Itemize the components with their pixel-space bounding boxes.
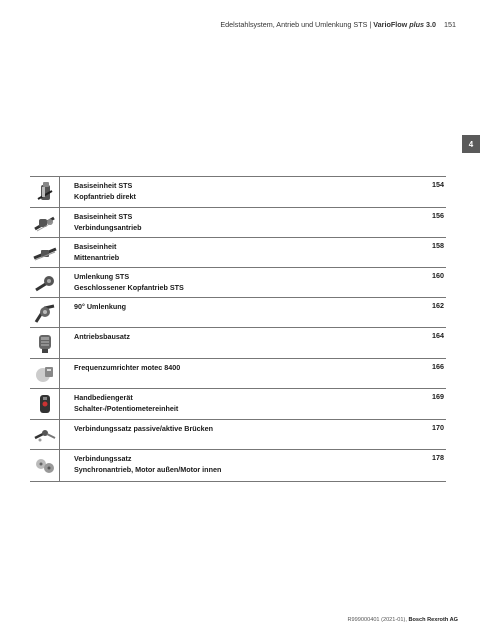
- toc-row[interactable]: [30, 176, 446, 207]
- toc-title: Verbindungssatz: [74, 454, 132, 463]
- toc-title: Antriebsbausatz: [74, 332, 130, 341]
- toc-row[interactable]: [30, 358, 446, 388]
- toc-thumbnail: [30, 359, 60, 388]
- toc-title: Handbediengerät: [74, 393, 133, 402]
- table-of-contents: [30, 176, 446, 482]
- toc-subtitle: Verbindungsantrieb: [74, 223, 142, 232]
- toc-page-number: 169: [432, 392, 444, 401]
- toc-page-number: 156: [432, 211, 444, 220]
- toc-title: Frequenzumrichter motec 8400: [74, 363, 181, 372]
- bridge-kit-icon: [32, 422, 58, 448]
- toc-page-number: 162: [432, 301, 444, 310]
- toc-page-number: 158: [432, 241, 444, 250]
- toc-title: Verbindungssatz passive/aktive Brücken: [74, 424, 214, 433]
- toc-thumbnail: [30, 177, 60, 207]
- toc-title: Basiseinheit: [74, 242, 117, 251]
- toc-subtitle: Synchronantrieb, Motor außen/Motor innen: [74, 465, 222, 474]
- toc-thumbnail: [30, 298, 60, 327]
- toc-subtitle: Mittenantrieb: [74, 253, 120, 262]
- center-drive-icon: [32, 240, 58, 266]
- toc-thumbnail: [30, 328, 60, 358]
- header-page-number: 151: [444, 20, 456, 29]
- wheel-bend-icon: [32, 300, 58, 326]
- hand-control-icon: [32, 391, 58, 417]
- page-footer: [348, 617, 459, 623]
- toc-row[interactable]: [30, 297, 446, 327]
- motor-kit-icon: [32, 330, 58, 356]
- toc-subtitle: Geschlossener Kopfantrieb STS: [74, 283, 184, 292]
- toc-thumbnail: [30, 450, 60, 481]
- toc-thumbnail: [30, 208, 60, 237]
- toc-subtitle: Schalter-/Potentiometereinheit: [74, 404, 179, 413]
- toc-row[interactable]: [30, 419, 446, 449]
- toc-page-number: 170: [432, 423, 444, 432]
- toc-page-number: 154: [432, 180, 444, 189]
- header-brand: VarioFlow plus 3.0: [373, 20, 436, 29]
- toc-subtitle: Kopfantrieb direkt: [74, 192, 136, 201]
- toc-row[interactable]: [30, 388, 446, 419]
- running-header: [220, 20, 456, 29]
- toc-page-number: 160: [432, 271, 444, 280]
- toc-row[interactable]: [30, 237, 446, 267]
- header-section-text: Edelstahlsystem, Antrieb und Umlenkung STS |: [220, 20, 374, 29]
- toc-page-number: 164: [432, 331, 444, 340]
- toc-title: Basiseinheit STS: [74, 181, 133, 190]
- toc-row[interactable]: [30, 327, 446, 358]
- toc-thumbnail: [30, 268, 60, 297]
- toc-title: Umlenkung STS: [74, 272, 130, 281]
- toc-thumbnail: [30, 238, 60, 267]
- toc-row[interactable]: [30, 449, 446, 481]
- footer-doc-id: R999000401 (2021-01),: [347, 617, 409, 623]
- idler-end-icon: [32, 270, 58, 296]
- toc-row[interactable]: [30, 267, 446, 297]
- toc-row[interactable]: [30, 207, 446, 237]
- toc-thumbnail: [30, 420, 60, 449]
- head-drive-icon: [32, 179, 58, 205]
- frequency-inverter-icon: [32, 361, 58, 387]
- sync-drive-icon: [32, 453, 58, 479]
- toc-title: 90° Umlenkung: [74, 302, 127, 311]
- toc-thumbnail: [30, 389, 60, 419]
- connecting-drive-icon: [32, 210, 58, 236]
- toc-title: Basiseinheit STS: [74, 212, 133, 221]
- chapter-tab[interactable]: 4: [462, 135, 480, 153]
- toc-page-number: 166: [432, 362, 444, 371]
- footer-company: Bosch Rexroth AG: [408, 617, 458, 623]
- toc-page-number: 178: [432, 453, 444, 462]
